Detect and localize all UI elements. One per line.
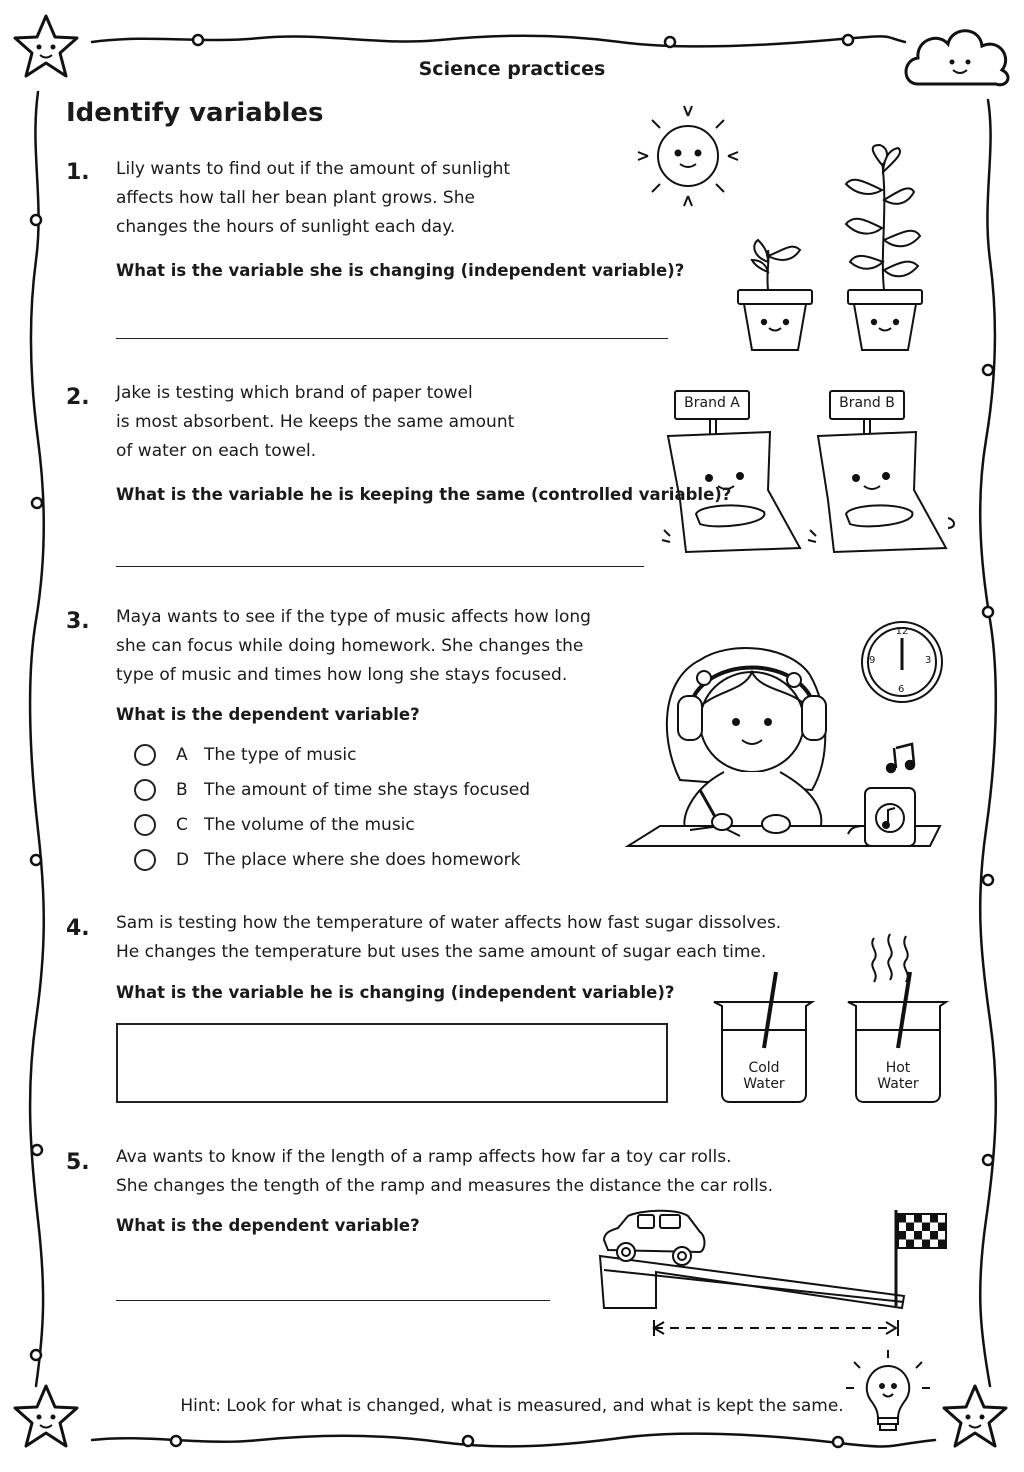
question-3-line: she can focus while doing homework. She changes the: [116, 636, 584, 656]
option-d-letter: D: [176, 850, 190, 870]
hot-water-label-line: Water: [877, 1076, 919, 1092]
question-1-line: changes the hours of sunlight each day.: [116, 217, 456, 237]
question-1-answer-line[interactable]: [116, 338, 668, 339]
option-a-radio[interactable]: [134, 744, 156, 766]
cold-water-label-line: Water: [743, 1076, 785, 1092]
question-3-line: Maya wants to see if the type of music affects how long: [116, 607, 591, 627]
option-d[interactable]: [134, 845, 521, 875]
toy-car-icon: [604, 1211, 705, 1265]
question-4-line: Sam is testing how the temperature of water affects how fast sugar dissolves.: [116, 913, 782, 933]
tall-plant-pot-icon: [846, 145, 922, 350]
option-a[interactable]: [134, 740, 356, 770]
clock-number-12: 12: [895, 626, 909, 637]
worksheet-header: Science practices: [418, 58, 606, 80]
option-c-radio[interactable]: [134, 814, 156, 836]
question-4-answer-box[interactable]: [116, 1023, 668, 1103]
question-2-prompt: What is the variable he is keeping the same (controlled variable)?: [116, 485, 732, 504]
star-icon-bottom-left: [15, 1386, 77, 1446]
clock-number-9: 9: [869, 655, 876, 666]
question-5-number: 5.: [66, 1150, 90, 1175]
ramp-icon: [600, 1256, 904, 1308]
question-2-answer-line[interactable]: [116, 566, 644, 567]
option-a-letter: A: [176, 745, 188, 765]
question-3-line: type of music and times how long she stays focused.: [116, 665, 568, 685]
option-c[interactable]: [134, 810, 415, 840]
worksheet-title: Identify variables: [66, 98, 324, 128]
star-icon-bottom-right: [944, 1386, 1006, 1446]
brand-a-label: Brand A: [684, 395, 740, 411]
clock-number-3: 3: [925, 655, 932, 666]
question-2-line: of water on each towel.: [116, 441, 317, 461]
border-top: [92, 36, 905, 47]
option-c-letter: C: [176, 815, 188, 835]
question-1-line: Lily wants to find out if the amount of sunlight: [116, 159, 511, 179]
question-4-line: He changes the temperature but uses the same amount of sugar each time.: [116, 942, 767, 962]
option-b-letter: B: [176, 780, 188, 800]
question-5-answer-line[interactable]: [116, 1300, 550, 1301]
question-3-number: 3.: [66, 609, 90, 634]
question-5-prompt: What is the dependent variable?: [116, 1216, 420, 1235]
cold-water-label-line: Cold: [748, 1060, 780, 1076]
option-d-radio[interactable]: [134, 849, 156, 871]
question-4-number: 4.: [66, 916, 90, 941]
question-2-text: [116, 379, 514, 466]
border-bottom: [92, 1434, 935, 1447]
option-b-text: The amount of time she stays focused: [204, 780, 530, 800]
sun-icon: [638, 106, 738, 206]
option-c-text: The volume of the music: [204, 815, 415, 835]
question-1-prompt: What is the variable she is changing (independent variable)?: [116, 261, 685, 280]
lightbulb-icon: [846, 1350, 930, 1430]
border-left: [30, 92, 44, 1386]
cold-water-label: [738, 1060, 790, 1092]
hot-water-label-line: Hot: [885, 1060, 911, 1076]
question-4-text: [116, 909, 781, 967]
option-d-text: The place where she does homework: [204, 850, 521, 870]
hint-text: Hint: Look for what is changed, what is measured, and what is kept the same.: [180, 1396, 844, 1416]
question-2-line: is most absorbent. He keeps the same amount: [116, 412, 515, 432]
question-1-number: 1.: [66, 160, 90, 185]
question-1-text: [116, 155, 510, 242]
question-3-prompt: What is the dependent variable?: [116, 705, 420, 724]
question-2-number: 2.: [66, 385, 90, 410]
paper-towel-brand-b-icon: [808, 391, 954, 552]
music-note-icon: [887, 744, 914, 772]
question-1-line: affects how tall her bean plant grows. She: [116, 188, 475, 208]
small-plant-pot-icon: [738, 240, 812, 350]
question-5-line: Ava wants to know if the length of a ramp affects how far a toy car rolls.: [116, 1147, 732, 1167]
question-2-line: Jake is testing which brand of paper towel: [116, 383, 473, 403]
clock-number-6: 6: [898, 684, 905, 695]
paper-towel-brand-a-icon: [662, 391, 800, 552]
option-b-radio[interactable]: [134, 779, 156, 801]
checkered-flag-icon: [896, 1210, 946, 1306]
question-5-line: She changes the tength of the ramp and measures the distance the car rolls.: [116, 1176, 774, 1196]
option-b[interactable]: [134, 775, 530, 805]
question-5-text: [116, 1143, 773, 1201]
brand-b-label: Brand B: [839, 395, 895, 411]
distance-arrow-icon: [654, 1320, 898, 1336]
option-a-text: The type of music: [204, 745, 357, 765]
question-4-prompt: What is the variable he is changing (independent variable)?: [116, 983, 675, 1002]
hot-water-label: [872, 1060, 924, 1092]
question-3-text: [116, 603, 591, 690]
border-right: [980, 100, 996, 1386]
